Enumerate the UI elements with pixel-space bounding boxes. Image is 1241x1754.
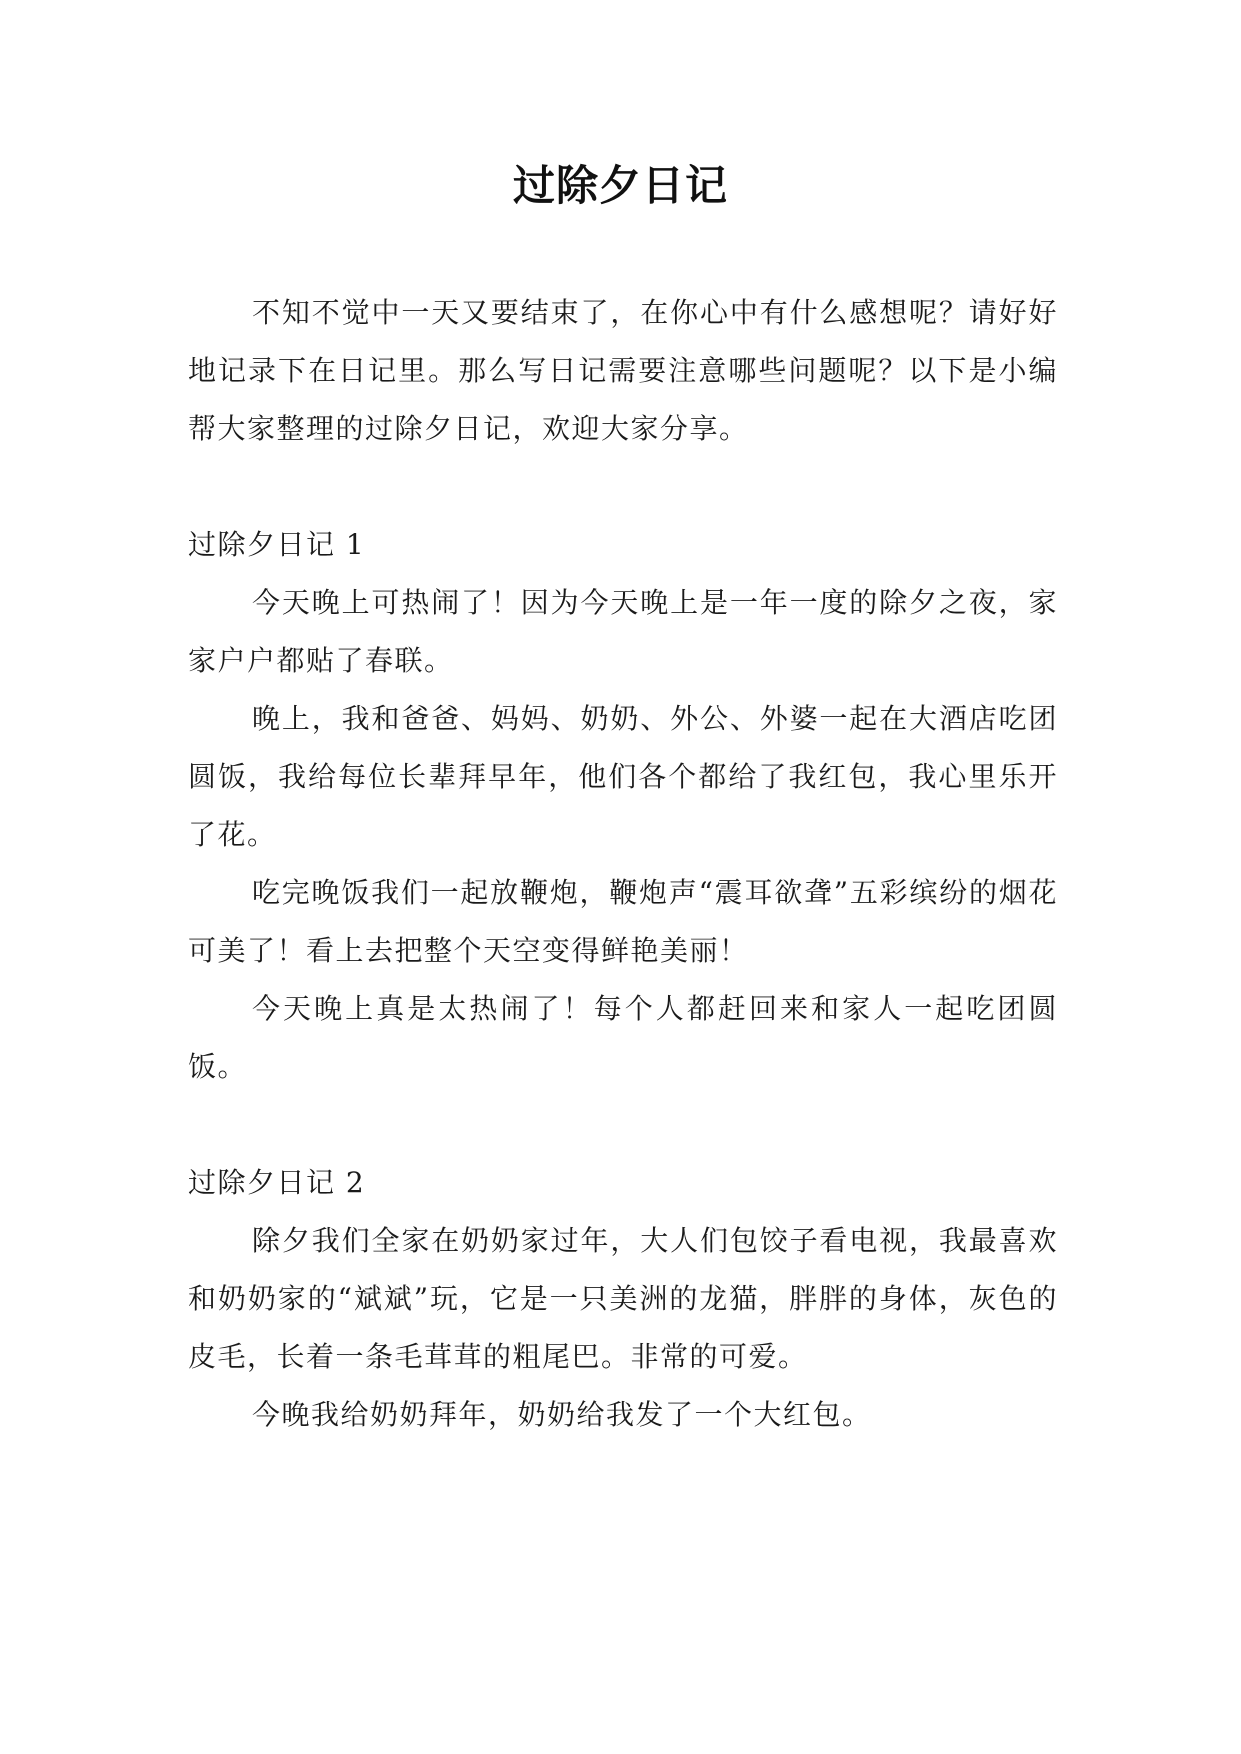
paragraph: 今天晚上可热闹了！因为今天晚上是一年一度的除夕之夜，家家户户都贴了春联。 [188, 586, 1058, 677]
document-body [188, 284, 1058, 1502]
paragraph: 吃完晚饭我们一起放鞭炮，鞭炮声“震耳欲聋”五彩缤纷的烟花可美了！看上去把整个天空变得鲜艳美丽！ [188, 876, 1058, 967]
section-heading: 过除夕日记 2 [188, 1166, 366, 1199]
section-heading: 过除夕日记 1 [188, 528, 366, 561]
paragraph: 晚上，我和爸爸、妈妈、奶奶、外公、外婆一起在大酒店吃团圆饭，我给每位长辈拜早年，他们各个都给了我红包，我心里乐开了花。 [188, 702, 1058, 851]
intro-paragraph: 不知不觉中一天又要结束了，在你心中有什么感想呢？请好好地记录下在日记里。那么写日记需要注意哪些问题呢？以下是小编帮大家整理的过除夕日记，欢迎大家分享。 [188, 296, 1058, 445]
paragraph: 今晚我给奶奶拜年，奶奶给我发了一个大红包。 [252, 1398, 872, 1431]
diary-section-1 [188, 516, 1058, 1096]
paragraph: 除夕我们全家在奶奶家过年，大人们包饺子看电视，我最喜欢和奶奶家的“斌斌”玩，它是一只美洲的龙猫，胖胖的身体，灰色的皮毛，长着一条毛茸茸的粗尾巴。非常的可爱。 [188, 1224, 1058, 1373]
paragraph: 今天晚上真是太热闹了！每个人都赶回来和家人一起吃团圆饭。 [188, 992, 1058, 1083]
diary-section-2 [188, 1154, 1058, 1444]
document-title: 过除夕日记 [512, 161, 728, 210]
